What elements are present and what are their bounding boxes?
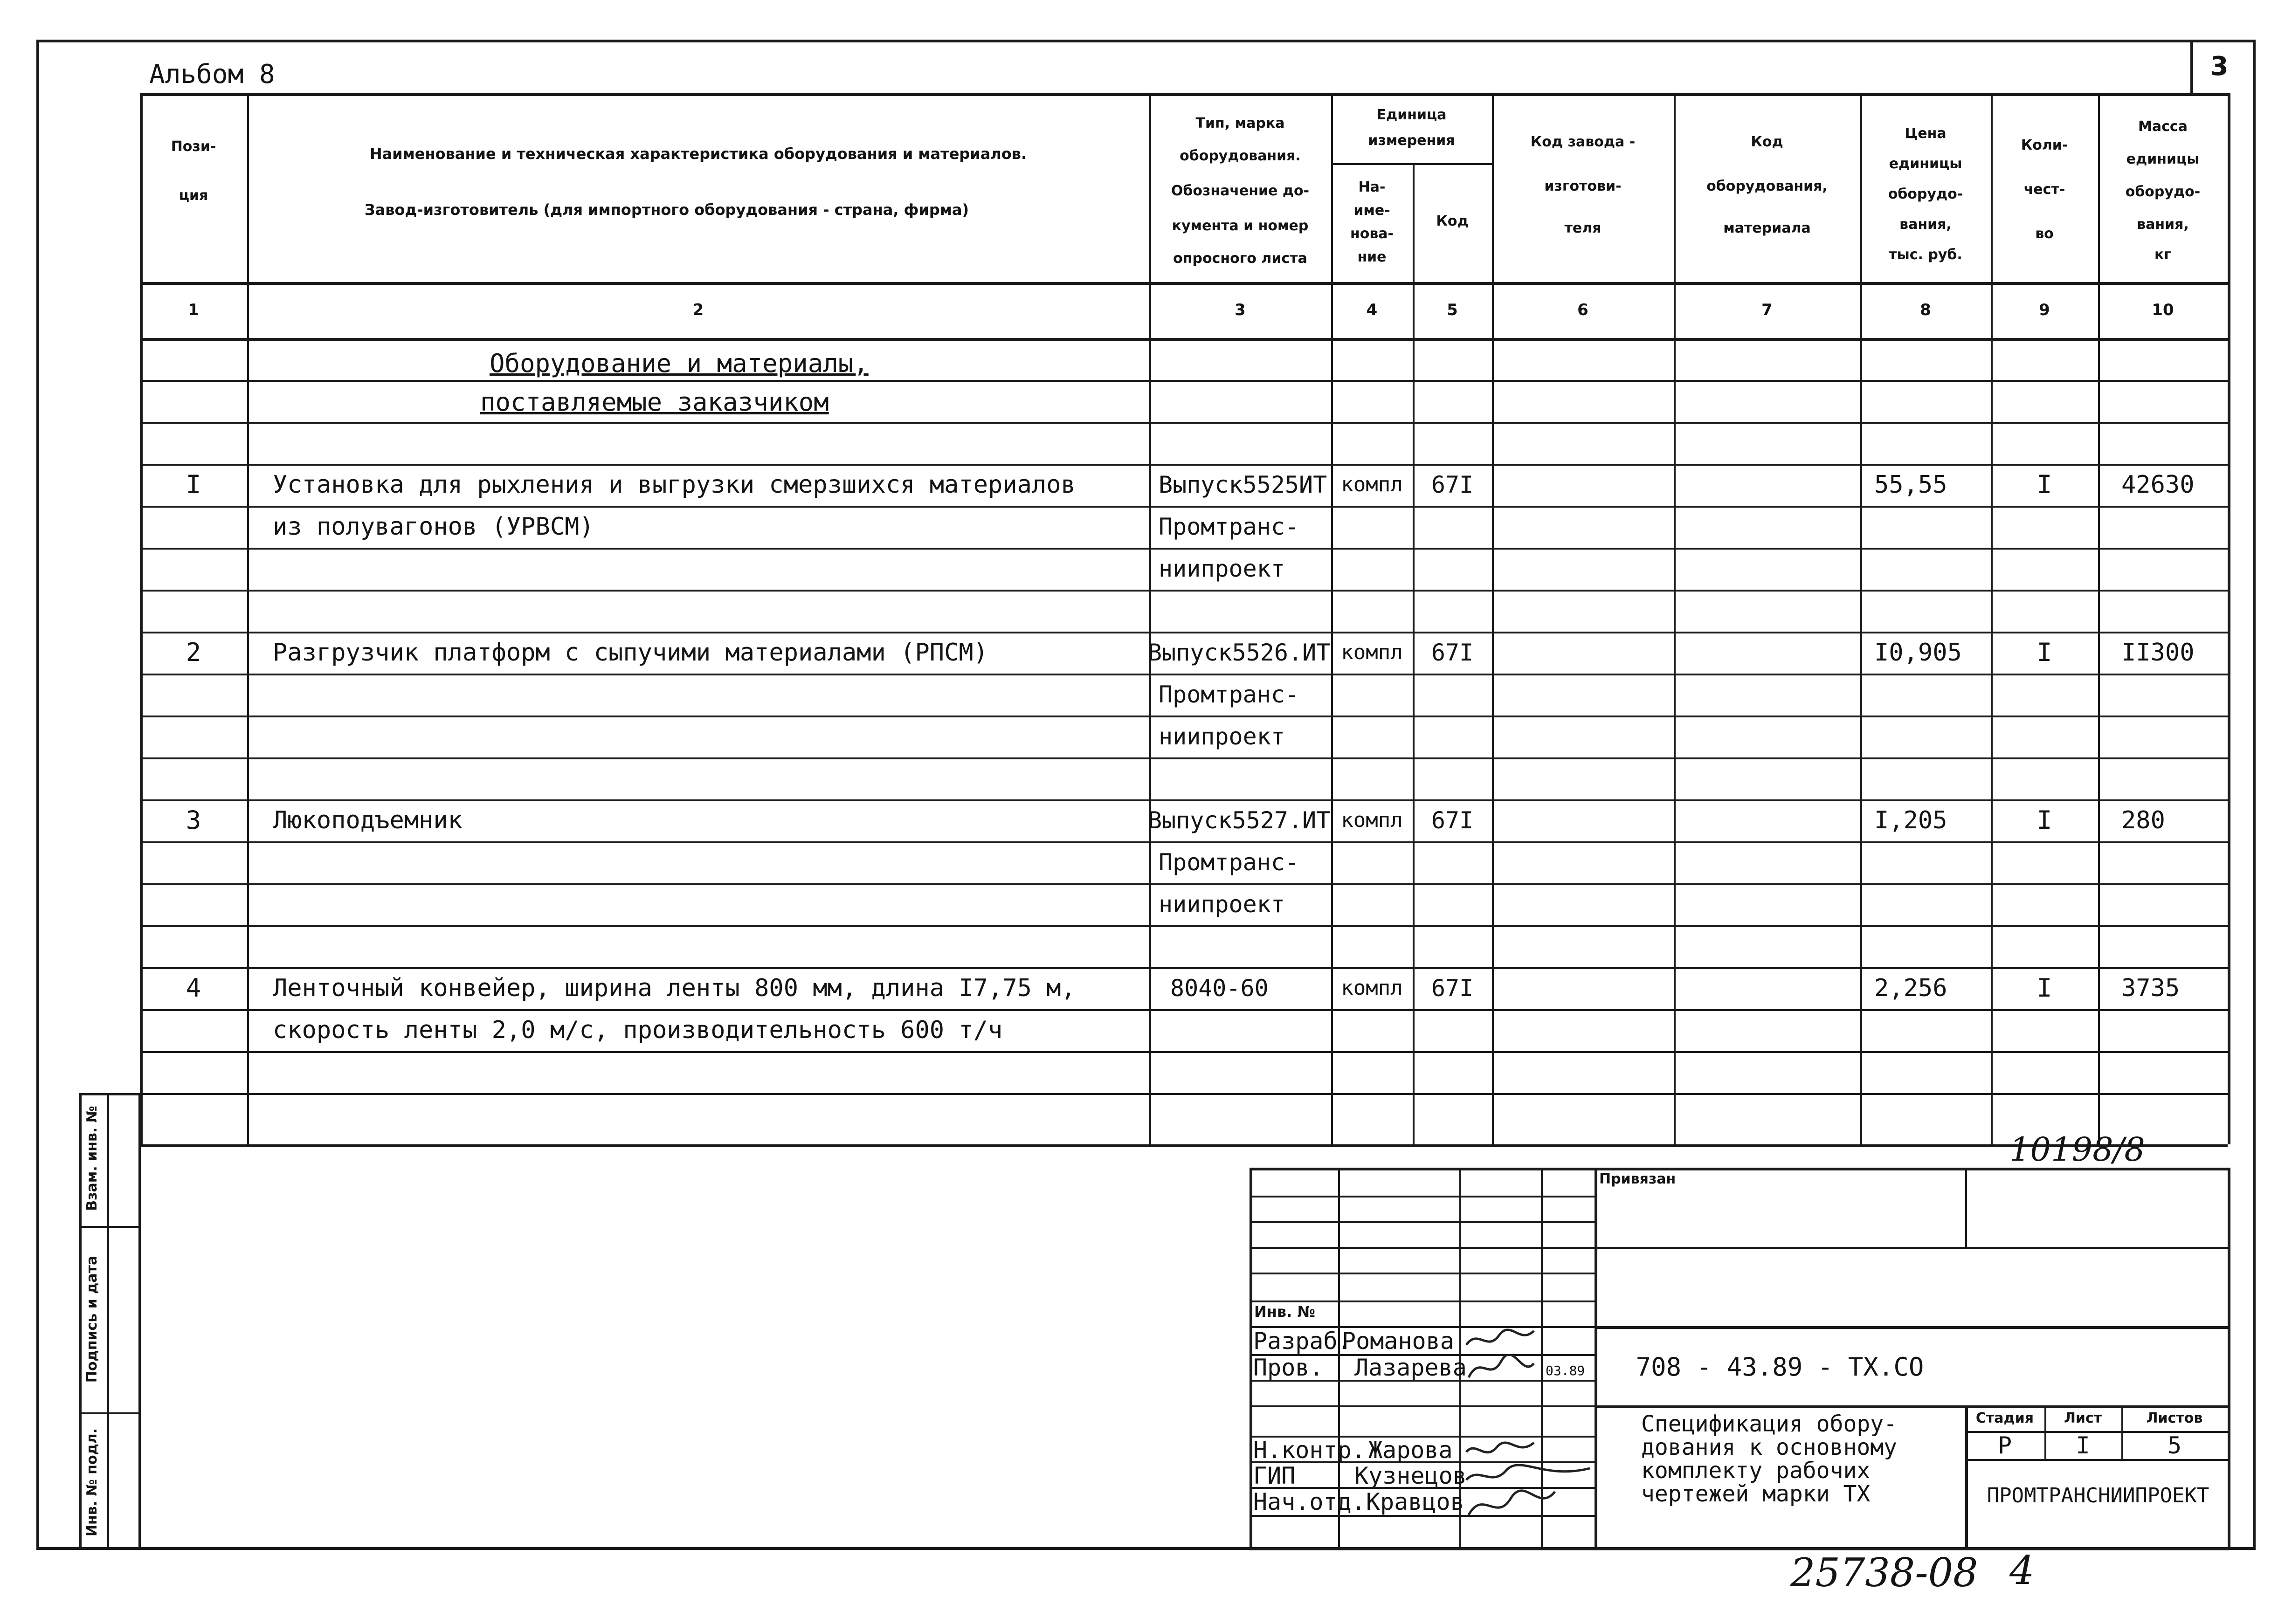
item-name: Установка для рыхления и выгрузки смерзшихся материалов <box>273 471 1076 499</box>
page-number: 3 <box>2210 51 2229 82</box>
name-chief-engineer: Кузнецов <box>1354 1462 1467 1489</box>
item-doc: Промтранс- <box>1159 849 1299 876</box>
item-name: Люкоподъемник <box>273 806 463 834</box>
item-position: 4 <box>186 973 201 1003</box>
item-unit: компл <box>1341 473 1403 496</box>
item-qty: I <box>2036 638 2052 667</box>
item-doc: ниипроект <box>1159 555 1285 582</box>
name-norm-control: Жарова <box>1368 1437 1453 1464</box>
role-dept-head: Нач.отд. <box>1253 1488 1366 1515</box>
linked-label: Привязан <box>1599 1171 1676 1187</box>
item-code: 67I <box>1431 975 1474 1002</box>
item-code: 67I <box>1431 807 1474 834</box>
role-chief-engineer: ГИП <box>1253 1462 1296 1489</box>
document-code: 708 - 43.89 - ТХ.СО <box>1636 1352 1924 1382</box>
item-price: I0,905 <box>1874 639 1962 667</box>
item-name: Разгрузчик платформ с сыпучими материалами (РПСМ) <box>273 639 988 667</box>
sheets-label: Листов <box>2146 1410 2203 1426</box>
item-doc: ниипроект <box>1159 891 1285 918</box>
item-qty: I <box>2036 973 2052 1003</box>
item-doc: Выпуск5525ИТ <box>1159 471 1327 498</box>
side-stamp-replace-inv: Взам. инв. № <box>84 1106 100 1211</box>
header-col5: Код <box>1436 213 1469 229</box>
item-doc: Выпуск5527.ИТ <box>1148 807 1331 834</box>
album-label: Альбом 8 <box>149 59 275 89</box>
item-mass: 42630 <box>2121 471 2195 499</box>
page-number-divider <box>2190 42 2193 93</box>
item-price: 55,55 <box>1874 471 1947 499</box>
item-qty: I <box>2036 805 2052 835</box>
side-stamp-inv-original: Инв. № подл. <box>84 1428 100 1537</box>
organization: ПРОМТРАНСНИИПРОЕКТ <box>1987 1484 2209 1507</box>
item-doc: Выпуск5526.ИТ <box>1148 639 1331 666</box>
stage-label: Стадия <box>1975 1410 2034 1426</box>
page-frame <box>36 40 2256 1550</box>
item-unit: компл <box>1341 640 1403 664</box>
side-stamp-signature-date: Подпись и дата <box>84 1255 100 1383</box>
item-mass: 280 <box>2121 806 2165 834</box>
item-qty: I <box>2036 470 2052 499</box>
role-developer: Разраб. <box>1253 1328 1352 1355</box>
stage-value: Р <box>1997 1432 2012 1459</box>
item-unit: компл <box>1341 976 1403 1000</box>
signature-mark <box>1464 1487 1557 1524</box>
signature-mark <box>1464 1354 1539 1382</box>
name-developer: Романова <box>1342 1328 1454 1355</box>
item-doc: Промтранс- <box>1159 681 1299 708</box>
item-doc: 8040-60 <box>1170 975 1269 1002</box>
name-dept-head: Кравцов <box>1366 1488 1464 1515</box>
handwritten-ref: 10198/8 <box>2009 1130 2145 1169</box>
role-norm-control: Н.контр. <box>1253 1437 1366 1464</box>
item-mass: II300 <box>2121 639 2195 667</box>
signature-mark <box>1464 1326 1539 1354</box>
name-checker: Лазарева <box>1354 1354 1467 1381</box>
archive-page: 4 <box>2009 1548 2035 1593</box>
item-doc: ниипроект <box>1159 723 1285 750</box>
item-mass: 3735 <box>2121 974 2180 1002</box>
archive-code: 25738-08 <box>1790 1550 1978 1596</box>
role-checker: Пров. <box>1253 1354 1324 1381</box>
date-checker: 03.89 <box>1546 1363 1585 1378</box>
item-unit: компл <box>1341 808 1403 832</box>
inv-label: Инв. № <box>1254 1303 1315 1321</box>
item-name: Ленточный конвейер, ширина ленты 800 мм, длина I7,75 м, <box>273 974 1076 1002</box>
item-position: 2 <box>186 638 201 667</box>
item-code: 67I <box>1431 471 1474 498</box>
item-position: I <box>186 470 201 499</box>
item-price: I,205 <box>1874 806 1947 834</box>
signature-mark <box>1464 1436 1539 1464</box>
item-doc: Промтранс- <box>1159 513 1299 540</box>
item-name: скорость ленты 2,0 м/с, производительность 600 т/ч <box>273 1016 1003 1044</box>
item-name: из полувагонов (УРВСМ) <box>273 513 594 541</box>
sheet-label: Лист <box>2064 1410 2102 1426</box>
sheets-value: 5 <box>2167 1432 2182 1459</box>
signature-mark <box>1464 1461 1595 1489</box>
item-code: 67I <box>1431 639 1474 666</box>
item-price: 2,256 <box>1874 974 1947 1002</box>
item-position: 3 <box>186 805 201 835</box>
sheet-value: I <box>2076 1432 2090 1459</box>
